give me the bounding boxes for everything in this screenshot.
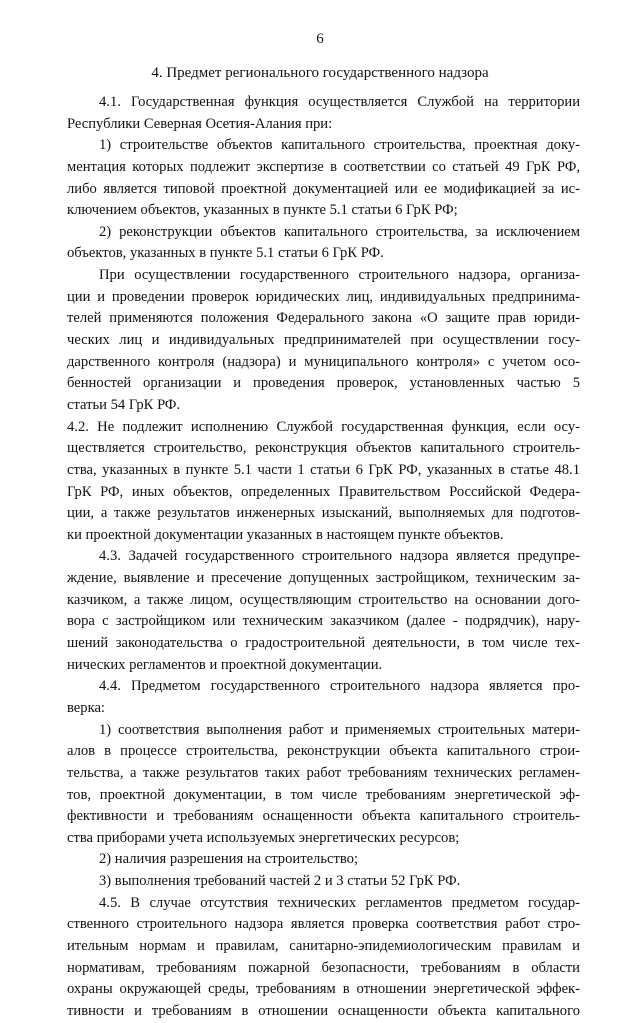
text-line: 1) соответствия выполнения работ и применяемых строительных матери- (99, 721, 580, 738)
text-line: ждение, выявление и пресечение допущенных застройщиком, техническим за- (67, 570, 580, 587)
text-line: ственного строительного надзора является проверка соответствия работ стро- (67, 916, 580, 933)
text-line: нических регламентов и проектной документации. (67, 656, 383, 673)
text-line: 4.2. Не подлежит исполнению Службой государственная функция, если осу- (67, 418, 580, 435)
text-line: вора с застройщиком или техническим заказчиком (далее - подрядчик), нару- (67, 613, 580, 630)
page-number: 6 (316, 31, 324, 47)
text-line: 1) строительстве объектов капитального строительства, проектная доку- (99, 137, 580, 154)
text-line: 4.5. В случае отсутствия технических регламентов предметом государ- (99, 894, 580, 911)
text-line: ства, указанных в пункте 5.1 части 1 статьи 6 ГрК РФ, указанных в статье 48.1 (67, 461, 580, 478)
text-line: либо является типовой проектной документацией или ее модификацией за ис- (67, 180, 580, 197)
text-line: тов, проектной документации, в том числе требованиям энергетической эф- (67, 786, 580, 803)
text-line: ГрК РФ, иных объектов, определенных Правительством Российской Федера- (67, 483, 580, 500)
text-line: тивности и требованиям в отношении оснащенности объекта капитального (67, 1002, 580, 1019)
text-line: телей применяются положения Федерального закона «О защите прав юриди- (67, 310, 580, 327)
text-line: ческих лиц и индивидуальных предпринимателей при осуществлении госу- (67, 332, 580, 349)
text-line: ки проектной документации указанных в настоящем пункте объектов. (67, 526, 504, 543)
text-line: дарственного контроля (надзора) и муниципального контроля» с учетом осо- (67, 353, 580, 370)
text-line: ции, а также результатов инженерных изысканий, выполняемых для подготов- (67, 505, 580, 522)
text-line: бенностей организации и проведения проверок, установленных частью 5 (67, 375, 580, 392)
section-title: 4. Предмет регионального государственного надзора (151, 65, 489, 81)
text-line: ментация которых подлежит экспертизе в соответствии со статьей 49 ГрК РФ, (67, 158, 580, 175)
text-line: 2) наличия разрешения на строительство; (99, 851, 358, 868)
text-line: 3) выполнения требований частей 2 и 3 статьи 52 ГрК РФ. (99, 873, 461, 890)
text-line: ключением объектов, указанных в пункте 5.1 статьи 6 ГрК РФ; (67, 202, 458, 219)
text-line: объектов, указанных в пункте 5.1 статьи 6 ГрК РФ. (67, 245, 384, 262)
text-line: нормативам, требованиям пожарной безопасности, требованиям в области (67, 959, 580, 976)
text-line: алов в процессе строительства, реконструкции объекта капитального строи- (67, 743, 580, 760)
text-line: ства приборами учета используемых энергетических ресурсов; (67, 829, 460, 846)
text-line: ительным нормам и правилам, санитарно-эпидемиологическим правилам и (67, 937, 580, 954)
text-line: фективности и требованиям оснащенности объекта капитального строитель- (67, 808, 580, 825)
text-line: статьи 54 ГрК РФ. (67, 396, 181, 413)
text-line: При осуществлении государственного строительного надзора, организа- (99, 267, 580, 284)
text-line: верка: (67, 699, 105, 716)
text-line: казчиком, а также лицом, осуществляющим строительство на основании дого- (67, 591, 580, 608)
text-line: шений законодательства о градостроительной деятельности, в том числе тех- (67, 635, 580, 652)
text-line: ществляется строительство, реконструкция объектов капитального строитель- (67, 440, 580, 457)
text-line: Республики Северная Осетия-Алания при: (67, 115, 333, 132)
text-line: 4.3. Задачей государственного строительного надзора является предупре- (99, 548, 580, 565)
body-text (67, 92, 580, 1023)
text-line: охраны окружающей среды, требованиям в отношении энергетической эффек- (67, 981, 580, 998)
text-line: ции и проведении проверок юридических лиц, индивидуальных предпринима- (67, 288, 580, 305)
text-line: 4.1. Государственная функция осуществляется Службой на территории (99, 94, 580, 110)
text-line: тельства, а также результатов таких работ требованиям технических регламен- (67, 764, 580, 781)
text-line: 4.4. Предметом государственного строительного надзора является про- (99, 678, 580, 695)
text-line: 2) реконструкции объектов капитального строительства, за исключением (99, 223, 580, 240)
